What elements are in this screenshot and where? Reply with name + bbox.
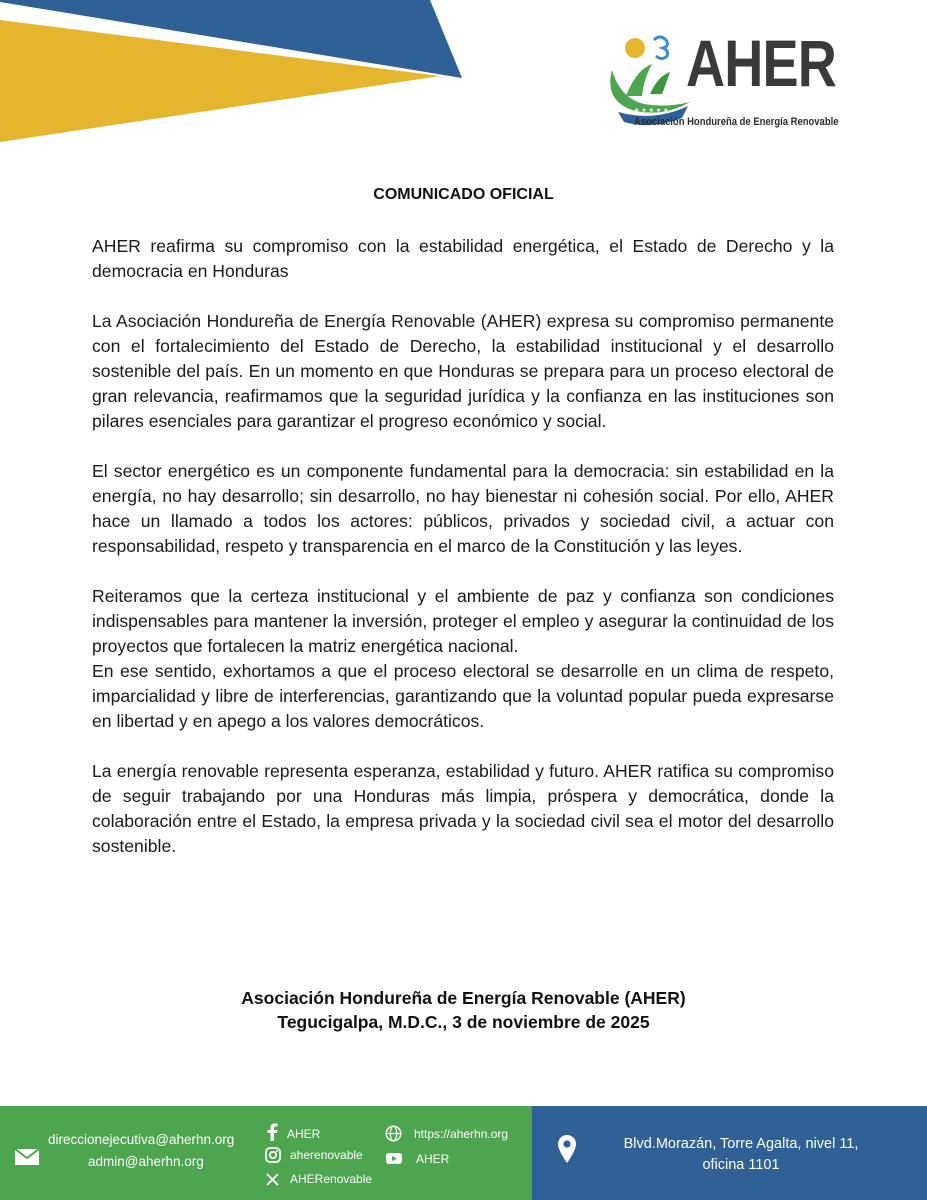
footer: [0, 1106, 927, 1200]
email-admin[interactable]: admin@aherhn.org: [88, 1154, 204, 1169]
wind-icon: [654, 37, 668, 59]
svg-text:★ ★ ★ ★ ★: ★ ★ ★ ★ ★: [634, 107, 669, 114]
paragraph-5: En ese sentido, exhortamos a que el proceso electoral se desarrolle en un clima de respeto, imparcialidad y libre de interferencias, garantizando que la voluntad popular pueda expresarse en libertad y en apego a los valores democráticos.: [92, 661, 834, 731]
x-handle[interactable]: AHERenovable: [290, 1172, 373, 1186]
logo-subtitle: Asociación Hondureña de Energía Renovable: [634, 116, 839, 128]
plant-icon: [626, 64, 652, 96]
address-line-1: Blvd.Morazán, Torre Agalta, nivel 11,: [623, 1136, 859, 1152]
location-pin-icon: [557, 1134, 577, 1164]
address: [600, 1134, 882, 1176]
instagram-icon: [265, 1147, 281, 1163]
signature-place-date: Tegucigalpa, M.D.C., 3 de noviembre de 2025: [277, 1012, 650, 1032]
website-link[interactable]: https://aherhn.org: [414, 1127, 509, 1141]
paragraph-3: El sector energético es un componente fundamental para la democracia: sin estabilidad en la energía, no hay desarrollo; sin desarrollo, no hay bienestar ni cohesión social. Por ello, AHER hace un llamado a todos los actores: públicos, privados y sociedad civil, a actuar con responsabilidad, respeto y transparencia en el marco de la Constitución y las leyes.: [92, 461, 834, 556]
email-direccion[interactable]: direccionejecutiva@aherhn.org: [48, 1132, 235, 1147]
logo-wordmark: AHER: [686, 26, 837, 100]
document-title: COMUNICADO OFICIAL: [373, 186, 554, 203]
instagram-handle[interactable]: aherenovable: [290, 1148, 363, 1162]
signature-organization: Asociación Hondureña de Energía Renovable (AHER): [241, 988, 686, 1008]
address-line-2: oficina 1101: [702, 1157, 780, 1173]
paragraph-2: La Asociación Hondureña de Energía Renovable (AHER) expresa su compromiso permanente con el fortalecimiento del Estado de Derecho, la estabilidad institucional y el desarrollo sostenible del país. En un momento en que Honduras se prepara para un proceso electoral de gran relevancia, reafirmamos que la seguridad jurídica y la confianza en las instituciones son pilares esenciales para garantizar el progreso económico y social.: [92, 311, 834, 431]
paragraph-6: La energía renovable representa esperanza, estabilidad y futuro. AHER ratifica su compromiso de seguir trabajando por una Honduras más limpia, próspera y democrática, donde la colaboración entre el Estado, la empresa privada y la sociedad civil sea el motor del desarrollo sostenible.: [92, 761, 834, 856]
document-body: [92, 234, 834, 884]
globe-icon: [385, 1125, 402, 1142]
facebook-icon: [266, 1123, 278, 1141]
sun-icon: [625, 38, 645, 58]
youtube-handle[interactable]: AHER: [416, 1152, 450, 1166]
x-twitter-icon: [266, 1173, 279, 1186]
paragraph-4: Reiteramos que la certeza institucional y el ambiente de paz y confianza son condiciones indispensables para mantener la inversión, proteger el empleo y asegurar la continuidad de los proyectos que fortalecen la matriz energética nacional.: [92, 586, 834, 656]
youtube-icon: [386, 1153, 402, 1164]
signature-block: [0, 986, 927, 1034]
header-decoration: [0, 0, 470, 150]
mail-icon: [14, 1148, 40, 1166]
facebook-handle[interactable]: AHER: [287, 1127, 321, 1141]
paragraph-intro: AHER reafirma su compromiso con la estabilidad energética, el Estado de Derecho y la democracia en Honduras: [92, 236, 834, 281]
